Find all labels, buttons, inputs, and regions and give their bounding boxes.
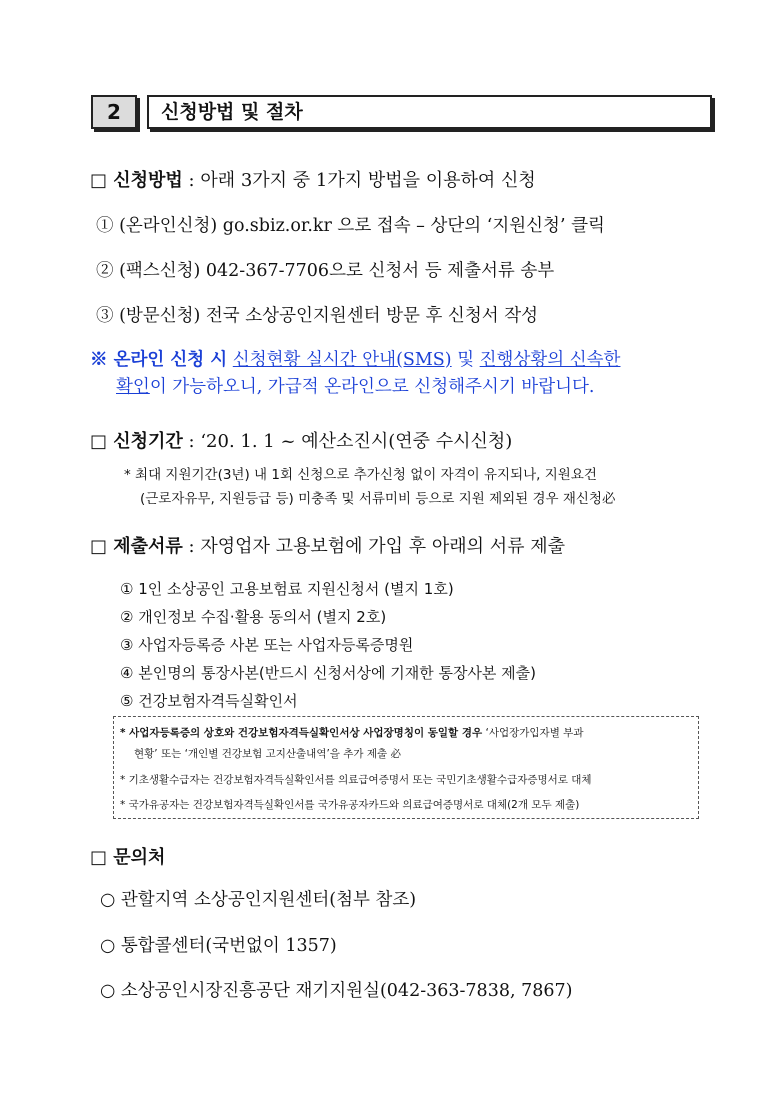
online-notice-line2 bbox=[116, 373, 594, 398]
notice-rest: 이 가능하오니, 가급적 온라인으로 신청해주시기 바랍니다. bbox=[149, 377, 595, 397]
doc-item-2: ② 개인정보 수집·활용 동의서 (별지 2호) bbox=[120, 608, 387, 626]
notice-sms: 신청현황 실시간 안내(SMS) bbox=[232, 350, 452, 370]
section-number: 2 bbox=[91, 95, 137, 129]
docs-heading: □ 제출서류 bbox=[90, 536, 183, 557]
period-note-line2: (근로자유무, 지원등급 등) 미충족 및 서류미비 등으로 지원 제외된 경우 재신청必 bbox=[140, 491, 616, 507]
method-heading-line bbox=[90, 166, 536, 192]
period-heading-rest: : ‘20. 1. 1 ~ 예산소진시(연중 수시신청) bbox=[182, 431, 513, 452]
box-note1-line2: 현황’ 또는 ‘개인별 건강보험 고지산출내역’을 추가 제출 必 bbox=[134, 748, 402, 760]
doc-item-3: ③ 사업자등록증 사본 또는 사업자등록증명원 bbox=[120, 636, 414, 654]
box-note3: * 국가유공자는 건강보험자격득실확인서를 국가유공자카드와 의료급여증명서로 대체(2개 모두 제출) bbox=[120, 799, 580, 811]
doc-item-1: ① 1인 소상공인 고용보험료 지원신청서 (별지 1호) bbox=[120, 580, 454, 598]
method-item-fax: ② (팩스신청) 042-367-7706으로 신청서 등 제출서류 송부 bbox=[96, 261, 555, 281]
box-note1-line1 bbox=[120, 725, 583, 740]
notice-progress: 진행상황의 신속한 bbox=[479, 350, 621, 370]
notice-mark: ※ 온라인 신청 시 bbox=[90, 350, 228, 370]
method-heading: □ 신청방법 bbox=[90, 170, 183, 191]
section-title: 신청방법 및 절차 bbox=[147, 95, 712, 129]
doc-item-5: ⑤ 건강보험자격득실확인서 bbox=[120, 692, 298, 710]
box-note2: * 기초생활수급자는 건강보험자격득실확인서를 의료급여증명서 또는 국민기초생활수급자증명서로 대체 bbox=[120, 774, 592, 786]
contact-heading: □ 문의처 bbox=[90, 847, 166, 868]
period-heading: □ 신청기간 bbox=[90, 431, 183, 452]
period-note-line1: * 최대 지원기간(3년) 내 1회 신청으로 추가신청 없이 자격이 유지되나, 지원요건 bbox=[124, 467, 597, 483]
online-notice-line1 bbox=[90, 346, 620, 371]
box-note1-bold: * 사업자등록증의 상호와 건강보험자격득실확인서상 사업장명칭이 동일할 경우 bbox=[120, 727, 483, 739]
box-note1-rest: ‘사업장가입자별 부과 bbox=[482, 727, 584, 739]
notice-confirm: 확인 bbox=[116, 377, 150, 397]
contact-item-callcenter: ○ 통합콜센터(국번없이 1357) bbox=[100, 936, 337, 956]
contact-item-office: ○ 소상공인시장진흥공단 재기지원실(042-363-7838, 7867) bbox=[100, 981, 573, 1001]
period-heading-line bbox=[90, 427, 512, 453]
method-item-visit: ③ (방문신청) 전국 소상공인지원센터 방문 후 신청서 작성 bbox=[96, 306, 539, 326]
contact-item-center: ○ 관할지역 소상공인지원센터(첨부 참조) bbox=[100, 890, 417, 910]
docs-heading-rest: : 자영업자 고용보험에 가입 후 아래의 서류 제출 bbox=[182, 536, 566, 557]
docs-heading-line bbox=[90, 532, 565, 558]
method-heading-rest: : 아래 3가지 중 1가지 방법을 이용하여 신청 bbox=[182, 170, 536, 191]
doc-item-4: ④ 본인명의 통장사본(반드시 신청서상에 기재한 통장사본 제출) bbox=[120, 664, 537, 682]
notice-and: 및 bbox=[451, 350, 480, 370]
method-item-online: ① (온라인신청) go.sbiz.or.kr 으로 접속 – 상단의 ‘지원신청’ 클릭 bbox=[96, 216, 605, 236]
